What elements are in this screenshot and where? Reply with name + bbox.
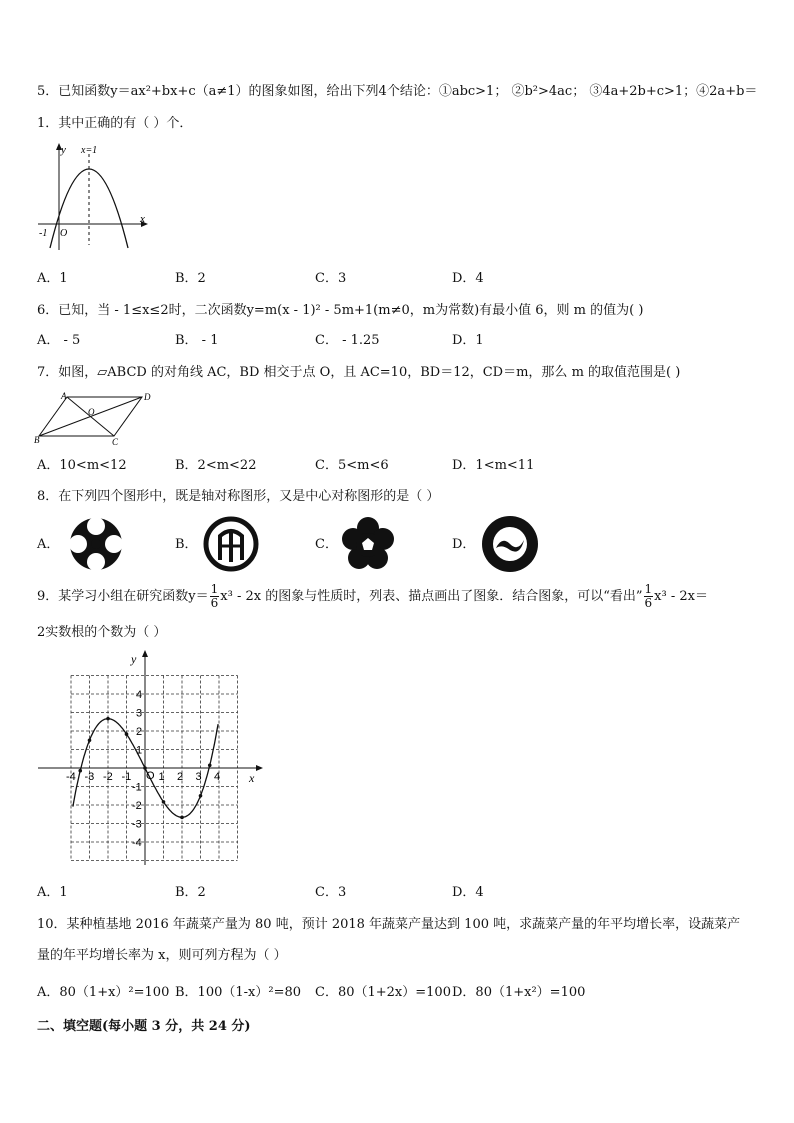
q9-text-after: x³ - 2x＝ [654, 589, 708, 604]
q9-x-tick-label: -3 [84, 771, 95, 783]
q7-option-d[interactable]: D．1<m<11 [452, 458, 535, 473]
q5-x-label: x [140, 213, 145, 225]
q9-fraction-2-num: 1 [644, 582, 653, 596]
q9-y-tick-label: 4 [136, 689, 143, 701]
q9-y-tick-label: -2 [132, 800, 142, 812]
q9-plotted-point [208, 764, 212, 768]
q5-option-d[interactable]: D．4 [452, 271, 484, 286]
q5-stem-line2: 1．其中正确的有（ ）个． [37, 116, 193, 131]
q8-option-d[interactable]: D． [452, 537, 476, 552]
q6-option-a[interactable]: A． - 5 [37, 333, 81, 348]
q6-stem: 6．已知，当 - 1≤x≤2时，二次函数y=m(x - 1)² - 5m+1(m≠0，m为常数)有最小值 6，则 m 的值为( ) [37, 303, 644, 318]
q10-stem-line2: 量的年平均增长率为 x，则可列方程为（ ） [37, 948, 287, 963]
q7-stem: 7．如图，▱ABCD 的对角线 AC，BD 相交于点 O，且 AC=10，BD＝12，CD＝m，那么 m 的取值范围是( ) [37, 365, 681, 380]
q9-x-tick-label: 3 [195, 771, 202, 783]
q9-x-tick-label: 2 [177, 771, 184, 783]
q7-label-d: D [144, 392, 151, 402]
q10-option-b[interactable]: B．100（1-x）²=80 [175, 985, 302, 1000]
q8-option-a[interactable]: A． [37, 537, 60, 552]
q5-origin-label: O [60, 228, 68, 239]
q7-label-b: B [34, 435, 40, 445]
q9-y-tick-label: -4 [132, 837, 142, 849]
q9-fraction-2-den: 6 [644, 596, 653, 610]
q10-stem-line1: 10．某种植基地 2016 年蔬菜产量为 80 吨，预计 2018 年蔬菜产量达到 100 吨，求蔬菜产量的年平均增长率，设蔬菜产 [37, 917, 741, 932]
q9-option-b[interactable]: B．2 [175, 885, 206, 900]
q7-option-a[interactable]: A．10<m<12 [37, 458, 127, 473]
q9-stem-line2: 2实数根的个数为（ ） [37, 625, 167, 640]
q9-plotted-point [78, 769, 82, 773]
q7-option-c[interactable]: C．5<m<6 [315, 458, 389, 473]
q8-figure-b-emblem-icon [200, 516, 262, 572]
q9-plotted-point [162, 800, 166, 804]
q7-option-b[interactable]: B．2<m<22 [175, 458, 257, 473]
q8-figure-c-flower-icon [340, 516, 396, 572]
q9-y-tick-label: 2 [136, 726, 143, 738]
q5-axis-line-label: x=1 [81, 145, 98, 156]
q7-label-c: C [112, 437, 119, 446]
q9-plotted-point [180, 816, 184, 820]
q9-fraction-1-num: 1 [210, 582, 219, 596]
q5-option-b[interactable]: B．2 [175, 271, 206, 286]
q9-y-tick-label: 1 [136, 744, 143, 757]
q9-x-tick-label: -1 [121, 771, 132, 783]
q9-x-tick-label: -2 [103, 771, 113, 783]
q10-option-a[interactable]: A．80（1+x）²=100 [37, 985, 170, 1000]
q7-label-o: O [88, 407, 95, 417]
q9-y-tick-label: -3 [132, 818, 142, 831]
q9-x-tick-label: 1 [158, 771, 165, 783]
q5-parabola-graph [33, 140, 153, 255]
q9-origin-label: O [146, 770, 155, 782]
q9-fraction-1 [210, 583, 220, 610]
q5-stem-line1: 5．已知函数y＝ax²+bx+c（a≠1）的图象如图，给出下列4个结论：①abc>1； ②b²>4ac； ③4a+2b+c>1；④2a+b＝ [37, 84, 758, 99]
q9-cubic-graph [35, 650, 265, 870]
section-fill-in-heading: 二、填空题(每小题 3 分，共 24 分) [37, 1019, 251, 1034]
q9-option-a[interactable]: A．1 [37, 885, 68, 900]
q8-option-c[interactable]: C． [315, 537, 338, 552]
q9-x-label: x [249, 771, 255, 785]
q9-stem-line1 [37, 583, 708, 611]
q5-option-a[interactable]: A．1 [37, 271, 68, 286]
q7-label-a: A [61, 391, 67, 401]
q9-option-c[interactable]: C．3 [315, 885, 347, 900]
q9-plotted-point [88, 738, 92, 742]
q9-x-tick-label: -4 [66, 771, 76, 783]
q9-fraction-2 [644, 583, 654, 610]
q9-plotted-point [125, 732, 129, 736]
q9-option-d[interactable]: D．4 [452, 885, 484, 900]
q6-option-c[interactable]: C． - 1.25 [315, 333, 380, 348]
q6-option-d[interactable]: D．1 [452, 333, 484, 348]
q5-option-c[interactable]: C．3 [315, 271, 347, 286]
q6-option-b[interactable]: B． - 1 [175, 333, 219, 348]
q9-text-before: 9．某学习小组在研究函数y＝ [37, 589, 209, 604]
q8-stem: 8．在下列四个图形中，既是轴对称图形，又是中心对称图形的是（ ） [37, 489, 440, 504]
q8-figure-a-four-circles-icon [66, 516, 126, 572]
q8-option-b[interactable]: B． [175, 537, 198, 552]
q5-y-label: y [61, 144, 66, 156]
q9-x-tick-label: 4 [214, 771, 221, 783]
q9-plotted-point [199, 794, 203, 798]
q9-plotted-point [106, 717, 110, 721]
q10-option-c[interactable]: C．80（1+2x）=100 [315, 985, 451, 1000]
q9-y-label: y [131, 652, 137, 666]
q9-y-tick-label: 3 [136, 707, 143, 720]
q10-option-d[interactable]: D．80（1+x²）=100 [452, 985, 586, 1000]
q9-text-mid: x³ - 2x 的图象与性质时，列表、描点画出了图象．结合图象，可以“看出” [220, 589, 643, 604]
q9-fraction-1-den: 6 [210, 596, 219, 610]
q8-figure-d-swirl-icon [480, 514, 540, 574]
q9-y-tick-label: -1 [132, 781, 142, 794]
q5-neg-one-label: -1 [39, 228, 48, 239]
q7-parallelogram-figure [34, 390, 154, 446]
